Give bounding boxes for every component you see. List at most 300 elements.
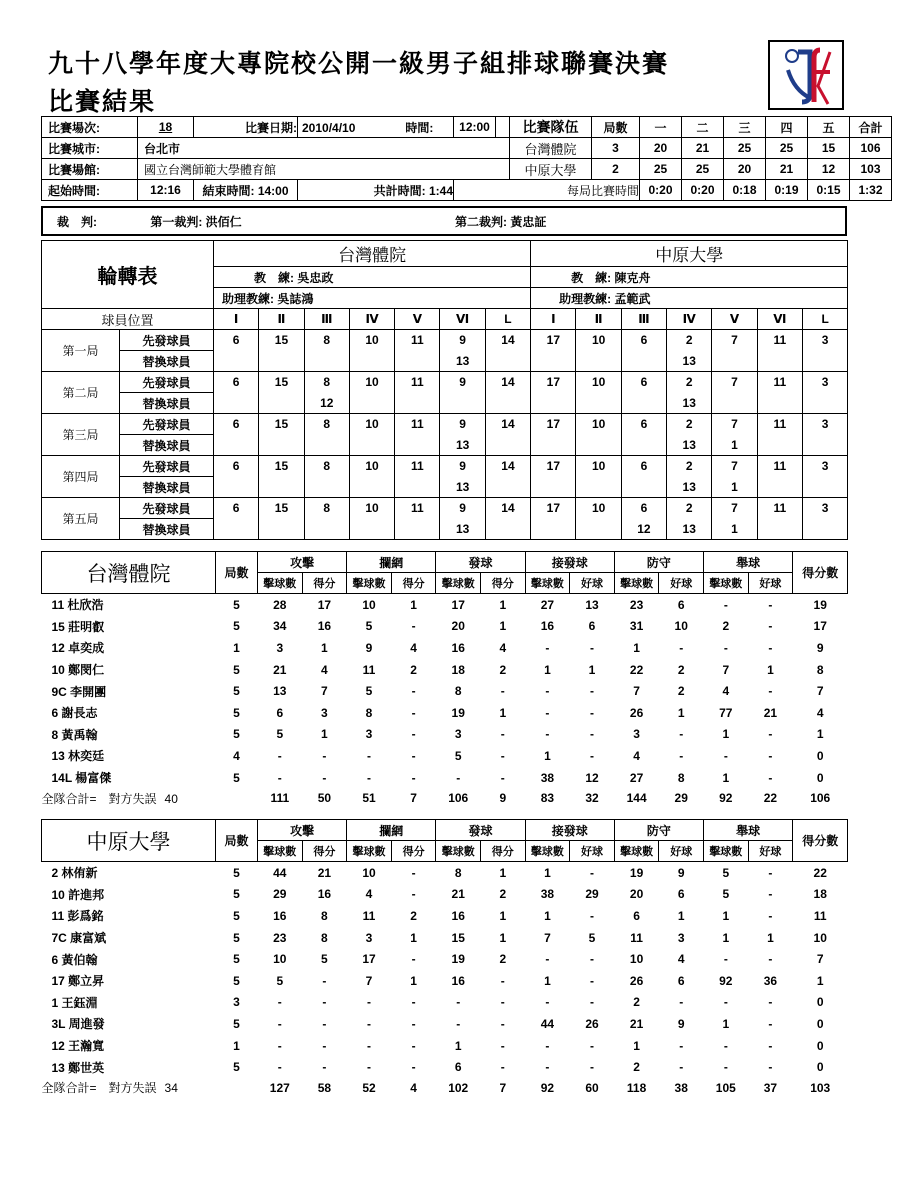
stat-cell: - xyxy=(367,995,371,1010)
stat-cell: 1 xyxy=(499,908,507,923)
sub-cell xyxy=(531,477,576,498)
stat-cell: 1 xyxy=(544,662,551,677)
sub-cell xyxy=(440,393,485,414)
sub-label: 替換球員 xyxy=(120,393,214,414)
stat-cell: 8 xyxy=(454,865,462,880)
stat-cell: - xyxy=(367,1038,371,1053)
stat-cell: 5 xyxy=(276,727,284,742)
stat-cell: 22 xyxy=(629,662,644,677)
stat-cell: - xyxy=(768,1060,773,1075)
stat-cell: - xyxy=(768,640,773,655)
team-total-label xyxy=(42,1078,216,1098)
stat-cell: - xyxy=(277,748,282,763)
stat-cell: 0 xyxy=(816,748,824,763)
starter-cell: 6 xyxy=(214,456,259,477)
starter-cell: 2 xyxy=(667,330,712,351)
end-value: 14:00 xyxy=(257,183,289,198)
sub-cell xyxy=(621,477,666,498)
stat-sub-header: 擊球數 xyxy=(347,841,392,862)
stat-cell: 5 xyxy=(588,930,596,945)
total-value: 1:44 xyxy=(428,183,453,198)
stat-cell: 5 xyxy=(233,908,240,923)
sub-cell xyxy=(757,351,802,372)
stat-cell: - xyxy=(545,640,550,655)
score-a-5: 15 xyxy=(808,138,850,159)
page-subtitle: 比賽結果 xyxy=(48,87,157,116)
date xyxy=(298,117,454,138)
stat-sub-header: 得分 xyxy=(391,573,436,594)
stat-sub-header: 好球 xyxy=(748,841,793,862)
stat-cell: 0 xyxy=(816,1060,824,1075)
starter-cell: 15 xyxy=(259,372,304,393)
stat-cell: 1 xyxy=(233,1038,240,1053)
total-cell: 92 xyxy=(540,1080,555,1095)
team-total-row xyxy=(42,1078,848,1098)
total-cell: 52 xyxy=(362,1080,376,1095)
match-no-label: 比賽場次: xyxy=(42,117,138,138)
stat-cell: - xyxy=(768,619,773,634)
stat-cell: 5 xyxy=(233,1016,240,1031)
starter-cell: 11 xyxy=(757,498,802,519)
starter-cell: 6 xyxy=(621,330,666,351)
stat-cell: 16 xyxy=(273,908,287,923)
end-label: 結束時間: xyxy=(202,183,255,198)
stat-cell: 36 xyxy=(763,973,778,988)
total-cell: 127 xyxy=(269,1080,290,1095)
stat-cell: - xyxy=(545,1060,550,1075)
starter-cell: 2 xyxy=(667,456,712,477)
starter-cell: 11 xyxy=(757,330,802,351)
position-7: Ⅰ xyxy=(531,309,576,330)
starter-cell: 15 xyxy=(259,330,304,351)
score-header-1: 一 xyxy=(640,117,682,138)
stat-cell: - xyxy=(500,1038,505,1053)
stat-cell: 21 xyxy=(317,865,332,880)
sub-cell xyxy=(485,477,530,498)
stat-sub-header: 好球 xyxy=(570,573,615,594)
stat-cell: 20 xyxy=(451,619,465,634)
score-header-team: 比賽隊伍 xyxy=(510,117,592,138)
score-a-2: 21 xyxy=(682,138,724,159)
score-a-3: 25 xyxy=(724,138,766,159)
stat-sub-header: 擊球數 xyxy=(436,841,481,862)
stat-sub-header: 擊球數 xyxy=(525,841,570,862)
stat-sub-header: 擊球數 xyxy=(704,841,749,862)
total-cell: 144 xyxy=(626,791,647,806)
stat-cell: - xyxy=(322,748,327,763)
stat-cell: 1 xyxy=(767,930,774,945)
sub-cell xyxy=(349,519,394,540)
starter-cell: 14 xyxy=(485,330,530,351)
stat-group-header: 發球 xyxy=(436,820,525,841)
sub-cell xyxy=(214,477,259,498)
stat-cell: 1 xyxy=(767,662,774,677)
stat-cell: 16 xyxy=(451,973,465,988)
starter-cell: 7 xyxy=(712,372,757,393)
venue: 國立台灣師範大學體育館 xyxy=(138,159,510,180)
stat-cell: 23 xyxy=(273,930,287,945)
stat-cell: 2 xyxy=(410,908,417,923)
stat-cell: - xyxy=(500,770,505,785)
stat-cell: 1 xyxy=(454,1038,462,1053)
stat-cell: 11 xyxy=(630,930,643,945)
player-name: 11 杜欣浩 xyxy=(51,598,104,613)
stat-cell: - xyxy=(590,995,594,1010)
sub-cell xyxy=(395,477,440,498)
stat-cell: - xyxy=(277,1060,282,1075)
stat-cell: - xyxy=(679,748,684,763)
starter-cell: 11 xyxy=(395,414,440,435)
starter-cell: 9 xyxy=(440,414,485,435)
starter-cell: 17 xyxy=(531,372,576,393)
starter-label: 先發球員 xyxy=(120,456,214,477)
score-b-3: 20 xyxy=(724,159,766,180)
starter-cell: 6 xyxy=(621,456,666,477)
set-time-5: 0:15 xyxy=(808,180,850,201)
starter-cell: 6 xyxy=(214,414,259,435)
sub-cell xyxy=(802,351,847,372)
starter-cell: 6 xyxy=(214,330,259,351)
sub-cell xyxy=(304,435,349,456)
position-1: Ⅱ xyxy=(259,309,304,330)
sub-cell xyxy=(621,393,666,414)
stat-cell: 2 xyxy=(633,1060,640,1075)
stat-cell: 4 xyxy=(633,748,640,763)
stat-cell: 5 xyxy=(321,952,328,967)
position-4: Ⅴ xyxy=(395,309,440,330)
stat-cell: 9 xyxy=(816,640,824,655)
city-label: 比賽城市: xyxy=(42,138,138,159)
player-name: 12 卓奕成 xyxy=(51,641,105,656)
player-row xyxy=(42,724,848,746)
stat-cell: 20 xyxy=(629,887,644,902)
team-b-stats-table xyxy=(41,819,848,1098)
score-a-4: 25 xyxy=(766,138,808,159)
player-row xyxy=(42,1013,848,1035)
stat-cell: 21 xyxy=(273,662,287,677)
sub-cell xyxy=(349,477,394,498)
stat-cell: 5 xyxy=(233,727,240,742)
stat-cell: - xyxy=(723,748,728,763)
stat-cell: 3 xyxy=(454,727,462,742)
stat-cell: 21 xyxy=(763,705,778,720)
stat-cell: 5 xyxy=(233,662,240,677)
score-team-a: 台灣體院 xyxy=(510,138,592,159)
stat-cell: 22 xyxy=(813,865,827,880)
stat-group-header: 攻擊 xyxy=(258,820,347,841)
opponent-error-label: 對方失誤 xyxy=(108,791,157,806)
starter-cell: 11 xyxy=(757,414,802,435)
sub-cell xyxy=(621,351,666,372)
stat-cell: 1 xyxy=(816,973,824,988)
starter-cell: 6 xyxy=(214,372,259,393)
sub-cell xyxy=(576,477,621,498)
total-cell: 106 xyxy=(448,791,469,806)
player-name: 15 莊明叡 xyxy=(51,619,105,634)
player-name: 17 鄭立昇 xyxy=(51,974,105,989)
position-label: 球員位置 xyxy=(42,309,214,330)
sub-cell xyxy=(304,519,349,540)
player-row xyxy=(42,1056,848,1078)
stat-cell: - xyxy=(545,705,550,720)
sub-cell xyxy=(576,351,621,372)
score-b-total: 103 xyxy=(850,159,892,180)
stat-cell: 16 xyxy=(451,640,465,655)
set-name: 第二局 xyxy=(42,372,120,414)
sub-cell: 1 xyxy=(712,519,757,540)
starter-cell: 10 xyxy=(576,372,621,393)
stat-cell: 19 xyxy=(451,705,465,720)
stat-cell: 1 xyxy=(499,597,507,612)
stat-cell: - xyxy=(277,770,282,785)
player-row xyxy=(42,767,848,789)
stat-cell: - xyxy=(723,952,728,967)
player-name: 11 彭爲銘 xyxy=(51,909,104,924)
stat-cell: - xyxy=(768,748,773,763)
stat-cell: - xyxy=(590,865,594,880)
total-cell: 22 xyxy=(763,791,778,806)
starter-label: 先發球員 xyxy=(120,414,214,435)
sub-label: 替換球員 xyxy=(120,519,214,540)
stat-cell: 1 xyxy=(722,1016,730,1031)
stat-cell: 1 xyxy=(410,930,417,945)
player-row xyxy=(42,1035,848,1057)
stat-cell: - xyxy=(500,1016,505,1031)
stat-cell: 1 xyxy=(722,770,730,785)
stat-cell: - xyxy=(768,684,773,699)
stat-cell: 15 xyxy=(451,930,465,945)
stat-cell: - xyxy=(679,1060,684,1075)
sub-cell xyxy=(349,435,394,456)
stat-cell: - xyxy=(411,705,416,720)
coach-a: 教 練: 吳忠政 xyxy=(214,267,531,288)
referee-label: 裁 判: xyxy=(57,214,97,229)
stat-cell: 29 xyxy=(273,887,287,902)
starter-cell: 7 xyxy=(712,498,757,519)
player-name: 14L 楊富傑 xyxy=(51,771,112,786)
score-b-4: 21 xyxy=(766,159,808,180)
score-b-sets: 2 xyxy=(592,159,640,180)
total-cell: 106 xyxy=(810,791,831,806)
total-cell: 37 xyxy=(763,1080,778,1095)
player-name: 10 許進邦 xyxy=(51,887,105,902)
second-referee: 第二裁判: 黃忠証 xyxy=(455,214,547,229)
set-time-2: 0:20 xyxy=(682,180,724,201)
stat-cell: 2 xyxy=(499,887,507,902)
stat-cell: 16 xyxy=(317,887,332,902)
stat-group-header: 發球 xyxy=(436,552,525,573)
sub-cell xyxy=(757,435,802,456)
score-header-2: 二 xyxy=(682,117,724,138)
stat-cell: 17 xyxy=(813,619,827,634)
stat-cell: 0 xyxy=(816,770,824,785)
stat-group-header: 接發球 xyxy=(525,820,614,841)
stat-cell: 1 xyxy=(499,930,507,945)
stat-cell: - xyxy=(545,1038,550,1053)
player-row xyxy=(42,745,848,767)
stat-group-header: 攻擊 xyxy=(258,552,347,573)
stat-cell: - xyxy=(411,748,416,763)
stat-cell: 10 xyxy=(629,952,644,967)
starter-cell: 8 xyxy=(304,456,349,477)
stat-cell: 16 xyxy=(540,619,555,634)
stat-cell: - xyxy=(411,770,416,785)
player-name: 6 黃伯翰 xyxy=(51,952,98,967)
stat-cell: 1 xyxy=(722,727,730,742)
starter-label: 先發球員 xyxy=(120,372,214,393)
stat-cell: 3 xyxy=(321,705,328,720)
sub-cell xyxy=(304,477,349,498)
starter-cell: 6 xyxy=(214,498,259,519)
starter-cell: 10 xyxy=(349,330,394,351)
stat-cell: 7 xyxy=(722,662,730,677)
stat-cell: - xyxy=(367,1060,371,1075)
stat-cell: 5 xyxy=(722,887,730,902)
position-12: Ⅵ xyxy=(757,309,802,330)
stat-cell: 19 xyxy=(629,865,644,880)
stat-cell: 3 xyxy=(365,930,373,945)
stat-cell: - xyxy=(679,1038,684,1053)
starter-cell: 9 xyxy=(440,456,485,477)
stat-cell: - xyxy=(679,727,684,742)
total-cell: 103 xyxy=(810,1080,831,1095)
stat-cell: 26 xyxy=(629,705,644,720)
stat-cell: - xyxy=(411,1016,416,1031)
team-total-label xyxy=(42,788,216,808)
points-header: 得分數 xyxy=(793,820,848,862)
sub-cell xyxy=(395,435,440,456)
starter-cell: 7 xyxy=(712,456,757,477)
stat-cell: 3 xyxy=(276,640,284,655)
stat-cell: 92 xyxy=(719,973,733,988)
sub-cell xyxy=(531,435,576,456)
starter-cell: 14 xyxy=(485,414,530,435)
stat-cell: 23 xyxy=(629,597,644,612)
sub-cell xyxy=(802,477,847,498)
stat-cell: 38 xyxy=(540,770,555,785)
starter-cell: 14 xyxy=(485,372,530,393)
sub-cell xyxy=(531,393,576,414)
starter-cell: 15 xyxy=(259,414,304,435)
stat-cell: - xyxy=(768,887,773,902)
stat-cell: 1 xyxy=(499,705,507,720)
stat-cell: 6 xyxy=(633,908,640,923)
referee-table xyxy=(41,206,847,236)
stat-cell: 1 xyxy=(410,973,417,988)
sub-cell: 1 xyxy=(712,435,757,456)
set-time-1: 0:20 xyxy=(640,180,682,201)
stat-cell: - xyxy=(411,995,416,1010)
sub-cell: 13 xyxy=(667,351,712,372)
stat-cell: 1 xyxy=(321,640,328,655)
stat-cell: - xyxy=(768,770,773,785)
stat-cell: - xyxy=(768,865,773,880)
sub-label: 替換球員 xyxy=(120,351,214,372)
stat-cell: - xyxy=(590,640,594,655)
player-name: 8 黃禹翰 xyxy=(51,727,98,742)
stat-cell: 7 xyxy=(321,684,328,699)
stat-cell: 26 xyxy=(585,1016,599,1031)
sub-cell: 13 xyxy=(440,519,485,540)
sub-cell xyxy=(395,393,440,414)
sub-cell: 1 xyxy=(712,477,757,498)
player-name: 2 林侑新 xyxy=(51,866,98,881)
sub-cell xyxy=(395,519,440,540)
score-b-2: 25 xyxy=(682,159,724,180)
player-row xyxy=(42,927,848,949)
starter-cell: 3 xyxy=(802,372,847,393)
stat-cell: - xyxy=(367,770,371,785)
date-label: 比賽日期: xyxy=(194,117,298,138)
rotation-team-a: 台灣體院 xyxy=(214,241,531,267)
score-header-total: 合計 xyxy=(850,117,892,138)
stat-cell: - xyxy=(500,973,505,988)
stat-cell: 1 xyxy=(544,908,551,923)
sub-cell xyxy=(259,393,304,414)
stat-cell: 28 xyxy=(273,597,287,612)
stat-cell: - xyxy=(590,1060,594,1075)
player-row xyxy=(42,702,848,724)
stat-cell: - xyxy=(723,597,728,612)
sub-cell xyxy=(712,351,757,372)
stat-sub-header: 得分 xyxy=(481,573,526,594)
stat-cell: 26 xyxy=(629,973,644,988)
sub-cell xyxy=(304,351,349,372)
stat-cell: 5 xyxy=(233,619,240,634)
score-header-3: 三 xyxy=(724,117,766,138)
starter-cell: 11 xyxy=(395,372,440,393)
stat-cell: 1 xyxy=(544,865,551,880)
rotation-title: 輪轉表 xyxy=(42,241,214,309)
stat-cell: 1 xyxy=(722,908,730,923)
total-label: 共計時間: xyxy=(373,183,426,198)
player-row xyxy=(42,905,848,927)
sub-cell xyxy=(214,519,259,540)
asst-coach-b: 助理教練: 孟範武 xyxy=(531,288,848,309)
starter-cell: 10 xyxy=(349,456,394,477)
starter-cell: 8 xyxy=(304,414,349,435)
sub-cell xyxy=(259,477,304,498)
score-b-1: 25 xyxy=(640,159,682,180)
sub-cell xyxy=(576,393,621,414)
starter-cell: 3 xyxy=(802,498,847,519)
rotation-team-b: 中原大學 xyxy=(531,241,848,267)
stat-sub-header: 好球 xyxy=(659,841,704,862)
stat-cell: 5 xyxy=(233,865,240,880)
sets-header: 局數 xyxy=(216,820,258,862)
score-b-5: 12 xyxy=(808,159,850,180)
stat-cell: - xyxy=(768,727,773,742)
team-name: 台灣體院 xyxy=(42,552,216,594)
score-header-4: 四 xyxy=(766,117,808,138)
stat-cell: 8 xyxy=(365,705,373,720)
stat-group-header: 接發球 xyxy=(525,552,614,573)
stat-cell: - xyxy=(545,995,550,1010)
sub-cell xyxy=(259,519,304,540)
set-name: 第一局 xyxy=(42,330,120,372)
stat-cell: 5 xyxy=(233,684,240,699)
stat-cell: 1 xyxy=(633,640,640,655)
starter-cell: 10 xyxy=(576,456,621,477)
stat-cell: - xyxy=(590,1038,594,1053)
stat-cell: - xyxy=(768,908,773,923)
stat-cell: - xyxy=(456,770,461,785)
stat-sub-header: 得分 xyxy=(391,841,436,862)
player-row xyxy=(42,637,848,659)
match-info-table xyxy=(41,116,892,201)
stat-cell: 3 xyxy=(365,727,373,742)
stat-cell: 19 xyxy=(451,952,465,967)
